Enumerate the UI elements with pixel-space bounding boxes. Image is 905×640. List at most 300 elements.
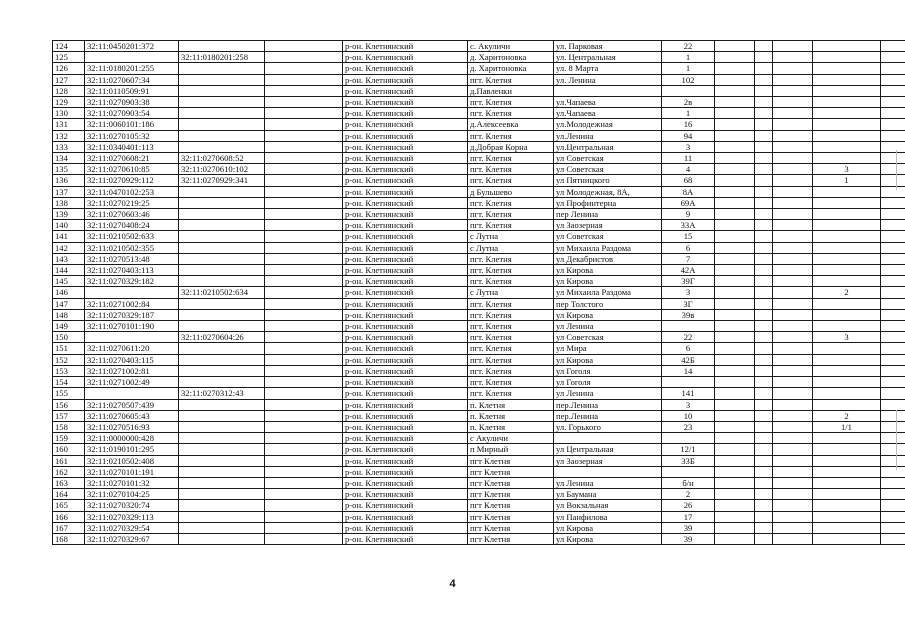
cell-cadastral: 32:11:0210502:633 (85, 231, 179, 242)
cell-street: ул.Молодежная (554, 119, 662, 130)
cell-cadastral: 32:11:0060101:186 (85, 119, 179, 130)
cell-cadastral: 32:11:0270611:20 (85, 343, 179, 354)
cell-cadastral: 32:11:0270105:32 (85, 130, 179, 141)
cell-house: 141 (662, 388, 715, 399)
cell-street: ул Вокзальная (554, 500, 662, 511)
cell-district: р-он. Клетнянский (343, 130, 468, 141)
table-row (53, 388, 905, 399)
cell-cadastral2 (179, 421, 265, 432)
cell-empty2 (715, 455, 755, 466)
cell-empty5 (881, 399, 905, 410)
cell-empty5 (881, 242, 905, 253)
cell-cadastral: 32:11:0270605:43 (85, 410, 179, 421)
cell-empty2 (715, 522, 755, 533)
cell-empty3 (755, 298, 773, 309)
cell-empty4 (773, 253, 813, 264)
cell-empty3 (755, 500, 773, 511)
cell-x: 2 (813, 410, 881, 421)
cell-locality: пгт. Клетня (468, 209, 554, 220)
cell-x (813, 522, 881, 533)
cell-street: пер.Ленина (554, 410, 662, 421)
cell-num: 138 (53, 197, 85, 208)
cell-street: ул Кирова (554, 265, 662, 276)
cell-locality: пгт. Клетня (468, 276, 554, 287)
cell-empty4 (773, 153, 813, 164)
cell-cadastral: 32:11:0270101:191 (85, 466, 179, 477)
cell-empty5 (881, 119, 905, 130)
cell-street: ул.Чапаева (554, 108, 662, 119)
cell-num: 147 (53, 298, 85, 309)
cell-num: 146 (53, 287, 85, 298)
cell-empty1 (265, 141, 343, 152)
cell-district: р-он. Клетнянский (343, 220, 468, 231)
table-row (53, 399, 905, 410)
cell-empty5 (881, 276, 905, 287)
cell-cadastral: 32:11:0190101:295 (85, 444, 179, 455)
cell-street: ул Ленина (554, 321, 662, 332)
cell-street: ул Советская (554, 164, 662, 175)
cell-empty1 (265, 52, 343, 63)
cell-district: р-он. Клетнянский (343, 209, 468, 220)
cell-empty4 (773, 477, 813, 488)
cell-empty4 (773, 220, 813, 231)
cell-x (813, 186, 881, 197)
cell-locality: с Акуличи (468, 433, 554, 444)
table-row (53, 119, 905, 130)
cell-empty4 (773, 74, 813, 85)
cell-cadastral: 32:11:0270507:439 (85, 399, 179, 410)
table-row (53, 377, 905, 388)
cell-empty1 (265, 332, 343, 343)
table-row (53, 108, 905, 119)
table-row (53, 186, 905, 197)
cell-empty4 (773, 298, 813, 309)
table-row (53, 130, 905, 141)
cell-empty3 (755, 41, 773, 52)
cell-empty4 (773, 388, 813, 399)
cell-cadastral2 (179, 130, 265, 141)
cell-empty5 (881, 522, 905, 533)
cell-cadastral (85, 287, 179, 298)
cell-house: 11 (662, 153, 715, 164)
cell-house: 15 (662, 231, 715, 242)
cell-empty4 (773, 231, 813, 242)
cell-street (554, 433, 662, 444)
cell-x (813, 343, 881, 354)
cell-empty3 (755, 309, 773, 320)
cell-empty3 (755, 85, 773, 96)
cell-empty3 (755, 522, 773, 533)
cell-num: 164 (53, 489, 85, 500)
cell-district: р-он. Клетнянский (343, 85, 468, 96)
cell-num: 165 (53, 500, 85, 511)
cell-district: р-он. Клетнянский (343, 433, 468, 444)
cell-district: р-он. Клетнянский (343, 175, 468, 186)
cell-street: пер.Ленина (554, 399, 662, 410)
cell-empty3 (755, 253, 773, 264)
cell-empty3 (755, 220, 773, 231)
cell-locality: пгт Клетня (468, 533, 554, 544)
cell-street: ул Михаила Раздома (554, 287, 662, 298)
cell-empty1 (265, 242, 343, 253)
cell-num: 151 (53, 343, 85, 354)
cell-empty1 (265, 377, 343, 388)
cell-empty1 (265, 421, 343, 432)
cell-cadastral: 32:11:0210502:408 (85, 455, 179, 466)
cell-num: 126 (53, 63, 85, 74)
cell-empty2 (715, 511, 755, 522)
table-row (53, 298, 905, 309)
cell-cadastral2 (179, 108, 265, 119)
cell-x (813, 130, 881, 141)
cell-empty5 (881, 298, 905, 309)
cell-cadastral2 (179, 433, 265, 444)
cell-district: р-он. Клетнянский (343, 265, 468, 276)
cell-house: 68 (662, 175, 715, 186)
cell-locality: п Мирный (468, 444, 554, 455)
cell-empty2 (715, 533, 755, 544)
cell-cadastral2 (179, 489, 265, 500)
cell-street: пер Ленина (554, 209, 662, 220)
cell-num: 158 (53, 421, 85, 432)
cell-locality: с. Акуличи (468, 41, 554, 52)
cell-cadastral2 (179, 466, 265, 477)
cell-empty2 (715, 209, 755, 220)
cell-house: 16 (662, 119, 715, 130)
cell-x (813, 489, 881, 500)
cell-empty1 (265, 399, 343, 410)
table-row (53, 153, 905, 164)
cell-empty5 (881, 108, 905, 119)
cell-empty3 (755, 455, 773, 466)
table-row (53, 141, 905, 152)
cell-district: р-он. Клетнянский (343, 511, 468, 522)
cell-num: 153 (53, 365, 85, 376)
cell-empty1 (265, 276, 343, 287)
cell-district: р-он. Клетнянский (343, 500, 468, 511)
cell-empty5 (881, 466, 905, 477)
cell-district: р-он. Клетнянский (343, 41, 468, 52)
cell-house: 69А (662, 197, 715, 208)
cell-empty5 (881, 41, 905, 52)
cell-empty3 (755, 231, 773, 242)
records-table-body (53, 41, 905, 545)
cell-empty3 (755, 97, 773, 108)
cell-cadastral2 (179, 455, 265, 466)
cell-empty2 (715, 52, 755, 63)
cell-house: 12/1 (662, 444, 715, 455)
cell-x (813, 377, 881, 388)
cell-empty1 (265, 511, 343, 522)
table-row (53, 63, 905, 74)
cell-empty4 (773, 141, 813, 152)
cell-locality: пгт. Клетня (468, 74, 554, 85)
cell-empty3 (755, 377, 773, 388)
cell-empty5 (881, 153, 905, 164)
cell-empty3 (755, 186, 773, 197)
cell-cadastral2 (179, 141, 265, 152)
table-row (53, 197, 905, 208)
cell-empty4 (773, 119, 813, 130)
cell-cadastral: 32:11:0270610:85 (85, 164, 179, 175)
cell-empty2 (715, 197, 755, 208)
table-row (53, 74, 905, 85)
cell-street: ул.Ленина (554, 130, 662, 141)
cell-num: 131 (53, 119, 85, 130)
cell-house (662, 85, 715, 96)
cell-house: 39в (662, 309, 715, 320)
cell-locality: пгт. Клетня (468, 164, 554, 175)
cell-house (662, 466, 715, 477)
cell-num: 125 (53, 52, 85, 63)
cell-street: ул Кирова (554, 522, 662, 533)
cell-cadastral2: 32:11:0270604:26 (179, 332, 265, 343)
cell-district: р-он. Клетнянский (343, 365, 468, 376)
table-row (53, 41, 905, 52)
cell-locality: пгт. Клетня (468, 377, 554, 388)
cell-district: р-он. Клетнянский (343, 377, 468, 388)
cell-empty5 (881, 186, 905, 197)
cell-x (813, 399, 881, 410)
cell-empty3 (755, 209, 773, 220)
cell-locality: пгт. Клетня (468, 97, 554, 108)
cell-district: р-он. Клетнянский (343, 466, 468, 477)
cell-x (813, 298, 881, 309)
cell-street: пер Толстого (554, 298, 662, 309)
cell-x (813, 242, 881, 253)
cell-house: 4 (662, 164, 715, 175)
cell-empty5 (881, 287, 905, 298)
cell-empty2 (715, 164, 755, 175)
cell-empty2 (715, 343, 755, 354)
cell-empty3 (755, 265, 773, 276)
cell-house: 42Б (662, 354, 715, 365)
cell-empty2 (715, 253, 755, 264)
cell-empty2 (715, 153, 755, 164)
cell-num: 149 (53, 321, 85, 332)
cell-empty5 (881, 444, 905, 455)
cell-empty3 (755, 489, 773, 500)
cell-empty4 (773, 354, 813, 365)
cell-empty3 (755, 388, 773, 399)
cell-empty2 (715, 377, 755, 388)
cell-empty3 (755, 130, 773, 141)
cell-cadastral (85, 332, 179, 343)
cell-cadastral2 (179, 85, 265, 96)
cell-district: р-он. Клетнянский (343, 444, 468, 455)
table-row (53, 466, 905, 477)
cell-house: 6 (662, 242, 715, 253)
cell-locality: пгт. Клетня (468, 130, 554, 141)
table-row (53, 421, 905, 432)
cell-district: р-он. Клетнянский (343, 489, 468, 500)
cell-empty4 (773, 522, 813, 533)
cell-empty3 (755, 52, 773, 63)
cell-empty5 (881, 141, 905, 152)
cell-cadastral: 32:11:0270329:54 (85, 522, 179, 533)
cell-num: 142 (53, 242, 85, 253)
cell-x: 3 (813, 332, 881, 343)
cell-empty1 (265, 522, 343, 533)
cell-district: р-он. Клетнянский (343, 477, 468, 488)
cell-empty2 (715, 74, 755, 85)
cell-locality: пгт. Клетня (468, 321, 554, 332)
cell-empty3 (755, 433, 773, 444)
cell-empty3 (755, 444, 773, 455)
cell-cadastral2 (179, 511, 265, 522)
cell-cadastral2 (179, 265, 265, 276)
cell-empty4 (773, 321, 813, 332)
cell-empty5 (881, 309, 905, 320)
cell-empty5 (881, 533, 905, 544)
cell-empty5 (881, 343, 905, 354)
table-row (53, 85, 905, 96)
cell-cadastral: 32:11:0450201:372 (85, 41, 179, 52)
cell-cadastral: 32:11:0270104:25 (85, 489, 179, 500)
cell-cadastral2 (179, 343, 265, 354)
cell-cadastral: 32:11:0270329:187 (85, 309, 179, 320)
cell-x (813, 511, 881, 522)
cell-empty1 (265, 321, 343, 332)
cell-house: 1 (662, 63, 715, 74)
cell-empty1 (265, 85, 343, 96)
cell-cadastral2 (179, 253, 265, 264)
cell-district: р-он. Клетнянский (343, 287, 468, 298)
cell-locality: п. Клетня (468, 399, 554, 410)
cell-empty5 (881, 500, 905, 511)
cell-x (813, 85, 881, 96)
cell-empty2 (715, 97, 755, 108)
cell-x (813, 321, 881, 332)
cell-num: 135 (53, 164, 85, 175)
cell-house: 22 (662, 332, 715, 343)
cell-num: 152 (53, 354, 85, 365)
cell-house: 14 (662, 365, 715, 376)
cell-district: р-он. Клетнянский (343, 343, 468, 354)
cell-cadastral: 32:11:0110509:91 (85, 85, 179, 96)
cell-empty1 (265, 410, 343, 421)
cell-cadastral: 32:11:0270329:67 (85, 533, 179, 544)
table-row (53, 410, 905, 421)
table-row (53, 354, 905, 365)
cell-empty5 (881, 433, 905, 444)
table-row (53, 489, 905, 500)
cell-empty4 (773, 52, 813, 63)
cell-cadastral: 32:11:0270329:182 (85, 276, 179, 287)
cell-num: 124 (53, 41, 85, 52)
cell-cadastral: 32:11:0470102:253 (85, 186, 179, 197)
cell-empty2 (715, 85, 755, 96)
cell-empty5 (881, 489, 905, 500)
cell-x (813, 500, 881, 511)
cell-empty4 (773, 175, 813, 186)
cell-locality: пгт Клетня (468, 511, 554, 522)
cell-num: 133 (53, 141, 85, 152)
cell-x (813, 466, 881, 477)
cell-num: 155 (53, 388, 85, 399)
cell-district: р-он. Клетнянский (343, 354, 468, 365)
cell-empty2 (715, 63, 755, 74)
cell-empty1 (265, 153, 343, 164)
cell-empty3 (755, 153, 773, 164)
cell-empty2 (715, 287, 755, 298)
cell-empty3 (755, 533, 773, 544)
cell-num: 150 (53, 332, 85, 343)
cell-house: 1 (662, 52, 715, 63)
cell-empty3 (755, 164, 773, 175)
cell-empty4 (773, 63, 813, 74)
cell-empty5 (881, 265, 905, 276)
cell-street: ул Кирова (554, 533, 662, 544)
cell-cadastral2 (179, 321, 265, 332)
cell-num: 140 (53, 220, 85, 231)
cell-cadastral2 (179, 63, 265, 74)
table-row (53, 175, 905, 186)
cell-empty5 (881, 130, 905, 141)
cell-empty1 (265, 41, 343, 52)
table-row (53, 220, 905, 231)
table-row (53, 500, 905, 511)
cell-cadastral2 (179, 365, 265, 376)
cell-empty2 (715, 477, 755, 488)
cell-empty1 (265, 209, 343, 220)
cell-street: ул.Чапаева (554, 97, 662, 108)
cell-num: 162 (53, 466, 85, 477)
cell-empty3 (755, 276, 773, 287)
cell-locality: с Лутна (468, 242, 554, 253)
cell-empty5 (881, 52, 905, 63)
cell-x (813, 309, 881, 320)
cell-house: 22 (662, 41, 715, 52)
cell-district: р-он. Клетнянский (343, 321, 468, 332)
cell-locality: с Лутна (468, 231, 554, 242)
cell-empty1 (265, 500, 343, 511)
cell-x (813, 433, 881, 444)
table-row (53, 365, 905, 376)
cell-x (813, 153, 881, 164)
cell-empty2 (715, 388, 755, 399)
cell-empty4 (773, 197, 813, 208)
cell-empty2 (715, 444, 755, 455)
cell-empty1 (265, 287, 343, 298)
cell-street: ул Центральная (554, 444, 662, 455)
cell-x (813, 477, 881, 488)
cell-empty3 (755, 332, 773, 343)
cell-street: ул. Горького (554, 421, 662, 432)
cell-house: 26 (662, 500, 715, 511)
cell-empty1 (265, 220, 343, 231)
cell-empty2 (715, 433, 755, 444)
cell-empty4 (773, 108, 813, 119)
cell-empty1 (265, 74, 343, 85)
cell-x (813, 52, 881, 63)
cell-empty4 (773, 186, 813, 197)
cell-cadastral: 32:11:0271002:49 (85, 377, 179, 388)
cell-empty2 (715, 130, 755, 141)
cell-num: 160 (53, 444, 85, 455)
cell-street: ул Михаила Раздома (554, 242, 662, 253)
cell-x (813, 444, 881, 455)
cell-street: ул Советская (554, 231, 662, 242)
cell-cadastral2 (179, 354, 265, 365)
cell-empty3 (755, 197, 773, 208)
cell-empty2 (715, 321, 755, 332)
cell-empty4 (773, 466, 813, 477)
cell-cadastral: 32:11:0270513:48 (85, 253, 179, 264)
cell-locality: пгт. Клетня (468, 253, 554, 264)
table-row (53, 231, 905, 242)
cell-empty1 (265, 298, 343, 309)
